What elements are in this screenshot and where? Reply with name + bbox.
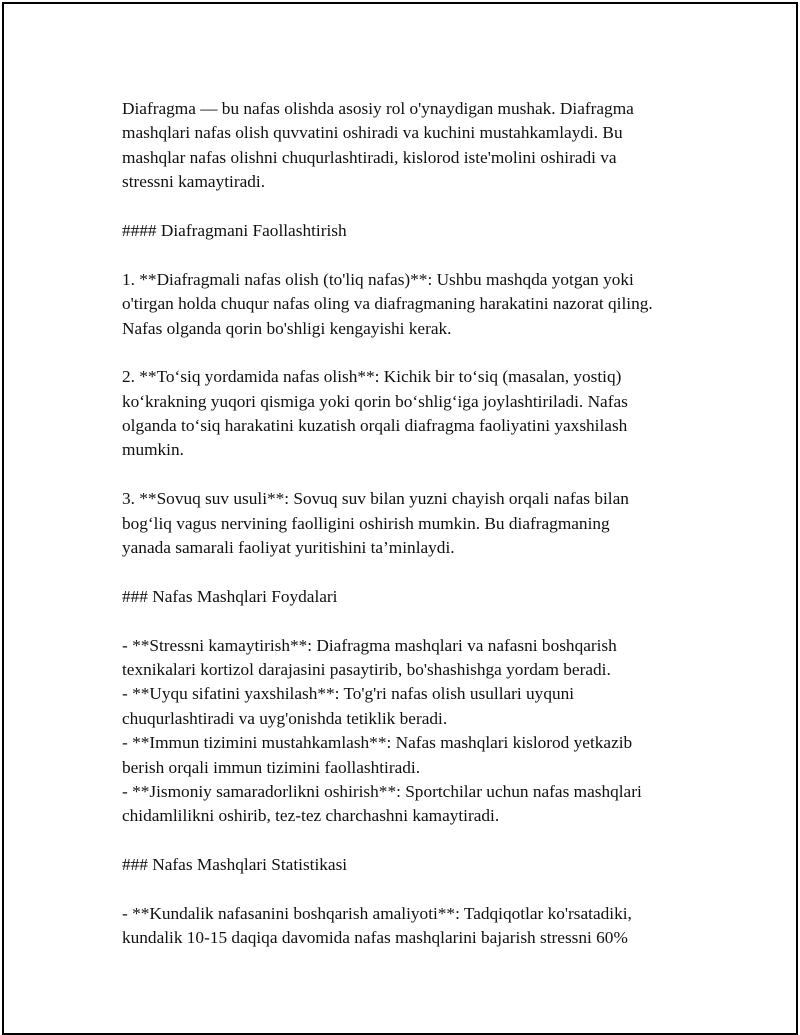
text-line: mashqlar nafas olishni chuqurlashtiradi, kislorod iste'molini oshiradi va: [122, 147, 617, 167]
paragraph-heading-activation: [122, 219, 712, 243]
document-body: [122, 97, 712, 951]
paragraph-item-1: [122, 268, 712, 341]
text-line: mumkin.: [122, 440, 184, 460]
text-line: ko‘krakning yuqori qismiga yoki qorin bo‘shlig‘iga joylashtiriladi. Nafas: [122, 391, 628, 411]
text-line: yanada samarali faoliyat yuritishini ta’minlaydi.: [122, 538, 455, 558]
paragraph-spacer: [122, 341, 712, 365]
text-line: - **Immun tizimini mustahkamlash**: Nafas mashqlari kislorod yetkazib: [122, 733, 633, 753]
paragraph-heading-benefits: [122, 585, 712, 609]
text-line: chidamlilikni oshirib, tez-tez charchashni kamaytiradi.: [122, 806, 500, 826]
text-line: chuqurlashtiradi va uyg'onishda tetiklik beradi.: [122, 708, 448, 728]
text-line: berish orqali immun tizimini faollashtiradi.: [122, 757, 421, 777]
text-line: kundalik 10-15 daqiqa davomida nafas mashqlarini bajarish stressni 60%: [122, 928, 628, 948]
paragraph-heading-statistics: [122, 853, 712, 877]
paragraph-item-3: [122, 487, 712, 560]
text-line: 1. **Diafragmali nafas olish (to'liq nafas)**: Ushbu mashqda yotgan yoki: [122, 269, 634, 289]
paragraph-spacer: [122, 829, 712, 853]
text-line: #### Diafragmani Faollashtirish: [122, 220, 347, 240]
paragraph-spacer: [122, 560, 712, 584]
page-frame: [2, 2, 798, 1035]
text-line: ### Nafas Mashqlari Foydalari: [122, 586, 338, 606]
paragraph-spacer: [122, 878, 712, 902]
text-line: 3. **Sovuq suv usuli**: Sovuq suv bilan yuzni chayish orqali nafas bilan: [122, 489, 629, 509]
paragraph-spacer: [122, 463, 712, 487]
text-line: olganda to‘siq harakatini kuzatish orqali diafragma faoliyatini yaxshilash: [122, 416, 628, 436]
text-line: ### Nafas Mashqlari Statistikasi: [122, 855, 348, 875]
text-line: texnikalari kortizol darajasini pasaytirib, bo'shashishga yordam beradi.: [122, 659, 611, 679]
text-line: - **Kundalik nafasanini boshqarish amaliyoti**: Tadqiqotlar ko'rsatadiki,: [122, 903, 632, 923]
paragraph-intro: [122, 97, 712, 195]
paragraph-spacer: [122, 609, 712, 633]
text-line: o'tirgan holda chuqur nafas oling va diafragmaning harakatini nazorat qiling.: [122, 294, 653, 314]
text-line: Nafas olganda qorin bo'shligi kengayishi kerak.: [122, 318, 452, 338]
text-line: mashqlari nafas olish quvvatini oshiradi va kuchini mustahkamlaydi. Bu: [122, 123, 623, 143]
paragraph-spacer: [122, 195, 712, 219]
text-line: - **Stressni kamaytirish**: Diafragma mashqlari va nafasni boshqarish: [122, 635, 617, 655]
text-line: bog‘liq vagus nervining faolligini oshirish mumkin. Bu diafragmaning: [122, 513, 610, 533]
text-line: stressni kamaytiradi.: [122, 172, 266, 192]
paragraph-item-2: [122, 365, 712, 463]
text-line: 2. **To‘siq yordamida nafas olish**: Kichik bir to‘siq (masalan, yostiq): [122, 367, 622, 387]
text-line: - **Jismoniy samaradorlikni oshirish**: Sportchilar uchun nafas mashqlari: [122, 781, 642, 801]
text-line: Diafragma — bu nafas olishda asosiy rol o'ynaydigan mushak. Diafragma: [122, 99, 634, 118]
paragraph-benefits-list: [122, 634, 712, 829]
paragraph-spacer: [122, 243, 712, 267]
paragraph-statistics-list: [122, 902, 712, 951]
text-line: - **Uyqu sifatini yaxshilash**: To'g'ri nafas olish usullari uyquni: [122, 684, 575, 704]
